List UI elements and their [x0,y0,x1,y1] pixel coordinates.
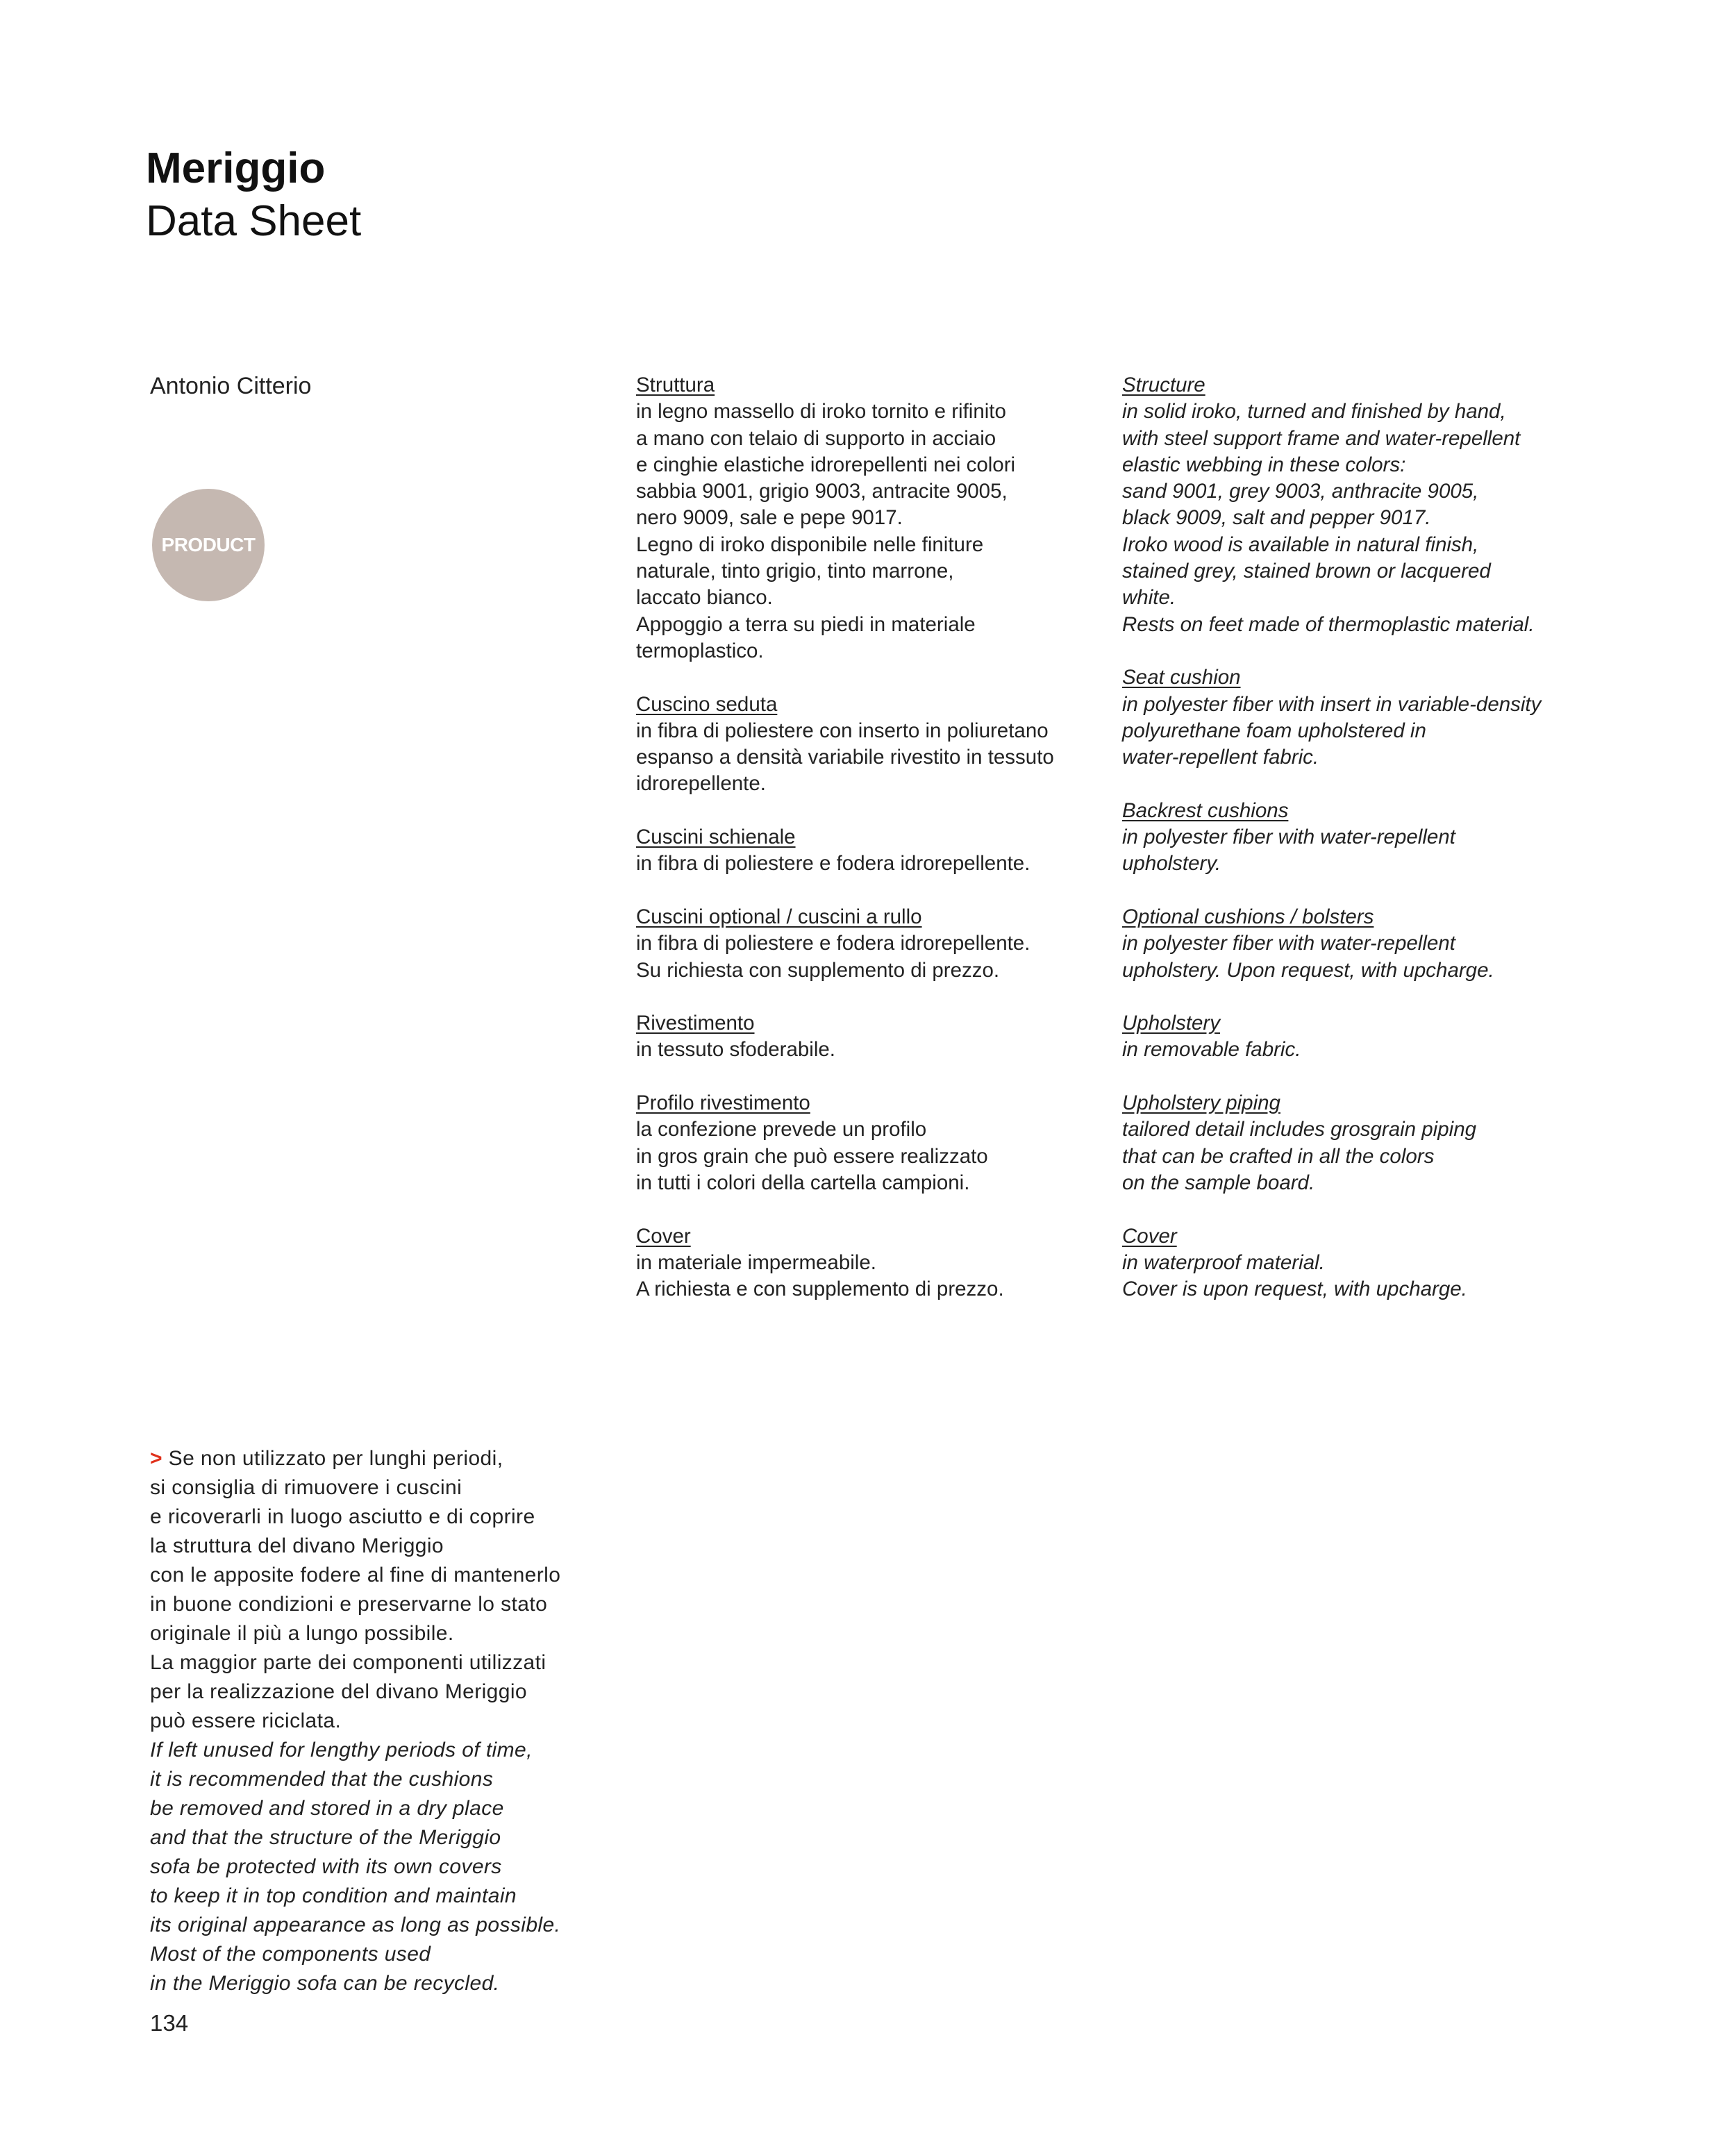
spec-section [1122,1223,1650,1303]
spec-section-title: Struttura [636,374,715,396]
spec-line: idrorepellente. [636,772,766,796]
spec-line: that can be crafted in all the colors [1122,1144,1435,1168]
spec-line: sand 9001, grey 9003, anthracite 9005, [1122,480,1479,503]
spec-line: in waterproof material. [1122,1250,1325,1274]
spec-section [636,1090,1122,1196]
spec-line: Rests on feet made of thermoplastic material. [1122,612,1535,636]
spec-line: in polyester fiber with insert in variable-density [1122,692,1542,716]
spec-line: elastic webbing in these colors: [1122,453,1406,476]
spec-section-title: Structure [1122,374,1205,396]
care-note-line-it: e ricoverarli in luogo asciutto e di coprire [150,1505,535,1528]
spec-line: in fibra di poliestere con inserto in poliuretano [636,719,1049,742]
care-note-line-en: its original appearance as long as possible. [150,1914,561,1936]
spec-section-title: Upholstery piping [1122,1091,1280,1115]
spec-section-title: Cuscino seduta [636,692,778,716]
spec-line: espanso a densità variabile rivestito in tessuto [636,746,1054,769]
spec-section-title: Upholstery [1122,1012,1221,1035]
spec-section [1122,1010,1650,1064]
spec-line: on the sample board. [1122,1171,1315,1194]
care-note-line-it: in buone condizioni e preservarne lo stato [150,1593,548,1616]
care-note-line-en: be removed and stored in a dry place [150,1797,504,1820]
spec-section-title: Cover [1122,1224,1177,1248]
spec-section-title: Backrest cushions [1122,798,1289,822]
spec-line: in fibra di poliestere e fodera idrorepellente. [636,932,1030,955]
spec-section-title: Cuscini optional / cuscini a rullo [636,905,922,928]
title-block [146,142,361,248]
spec-line: in tutti i colori della cartella campioni. [636,1171,970,1194]
spec-line: e cinghie elastiche idrorepellenti nei colori [636,453,1016,476]
spec-line: upholstery. Upon request, with upcharge. [1122,958,1494,982]
spec-line: Su richiesta con supplemento di prezzo. [636,958,1000,982]
spec-section [636,372,1122,664]
spec-section-title: Cuscini schienale [636,826,796,849]
spec-line: in polyester fiber with water-repellent [1122,826,1455,849]
spec-section [1122,1090,1650,1196]
document-subtitle: Data Sheet [146,197,362,245]
spec-line: Cover is upon request, with upcharge. [1122,1278,1467,1301]
care-note-line-it: può essere riciclata. [150,1709,342,1732]
care-note-line-it: la struttura del divano Meriggio [150,1534,444,1557]
care-note-line-en: sofa be protected with its own covers [150,1855,502,1878]
spec-section [1122,372,1650,638]
spec-line: a mano con telaio di supporto in acciaio [636,426,996,450]
spec-line: in solid iroko, turned and finished by hand, [1122,400,1506,424]
designer-name: Antonio Citterio [150,373,312,399]
specs-italian-column [636,372,1122,1330]
spec-line: Legno di iroko disponibile nelle finiture [636,533,984,556]
spec-line: in gros grain che può essere realizzato [636,1144,988,1168]
spec-line: naturale, tinto grigio, tinto marrone, [636,560,954,583]
arrow-icon: > [150,1447,162,1470]
spec-line: black 9009, salt and pepper 9017. [1122,506,1431,530]
spec-section-title: Optional cushions / bolsters [1122,905,1374,928]
care-note-line-en: it is recommended that the cushions [150,1768,494,1791]
spec-line: Iroko wood is available in natural finish, [1122,533,1479,556]
spec-line: in fibra di poliestere e fodera idrorepellente. [636,852,1030,876]
product-title: Meriggio [146,144,326,192]
spec-section-title: Profilo rivestimento [636,1091,810,1115]
care-note-line-en: Most of the components used [150,1943,431,1966]
spec-section [636,1223,1122,1303]
care-note-line-en: If left unused for lengthy periods of time, [150,1739,533,1761]
spec-line: polyurethane foam upholstered in [1122,719,1426,742]
care-note [150,1444,560,1998]
spec-line: laccato bianco. [636,586,773,610]
care-note-line-it [150,1444,560,1473]
care-note-line-it: per la realizzazione del divano Meriggio [150,1680,527,1703]
spec-line: in removable fabric. [1122,1038,1301,1062]
spec-line: in materiale impermeabile. [636,1250,876,1274]
spec-line: white. [1122,586,1176,610]
spec-line: sabbia 9001, grigio 9003, antracite 9005, [636,480,1008,503]
spec-line: with steel support frame and water-repellent [1122,426,1521,450]
spec-section-title: Cover [636,1224,691,1248]
spec-line: termoplastico. [636,639,764,662]
spec-line: nero 9009, sale e pepe 9017. [636,506,903,530]
spec-line: in polyester fiber with water-repellent [1122,932,1455,955]
care-note-line-en: in the Meriggio sofa can be recycled. [150,1972,500,1995]
spec-section [1122,798,1650,878]
care-note-line-it: con le apposite fodere al fine di mantenerlo [150,1564,561,1587]
spec-line: water-repellent fabric. [1122,746,1319,769]
spec-section [636,1010,1122,1064]
spec-section-title: Rivestimento [636,1012,755,1035]
spec-section [636,824,1122,878]
care-note-line-it: originale il più a lungo possibile. [150,1622,454,1645]
spec-section-title: Seat cushion [1122,666,1241,689]
page-number: 134 [150,2010,189,2036]
spec-line: tailored detail includes grosgrain piping [1122,1118,1477,1141]
spec-section [636,692,1122,798]
care-note-line-it: si consiglia di rimuovere i cuscini [150,1476,462,1499]
spec-line: Appoggio a terra su piedi in materiale [636,612,976,636]
spec-section [1122,904,1650,984]
spec-section [636,904,1122,984]
spec-section [1122,664,1650,771]
spec-line: A richiesta e con supplemento di prezzo. [636,1278,1004,1301]
spec-line: la confezione prevede un profilo [636,1118,927,1141]
care-note-text: Se non utilizzato per lunghi periodi, [168,1447,503,1470]
care-note-line-en: and that the structure of the Meriggio [150,1826,501,1849]
spec-line: stained grey, stained brown or lacquered [1122,560,1491,583]
product-badge-label: PRODUCT [161,534,256,555]
spec-line: in legno massello di iroko tornito e rifinito [636,400,1006,424]
spec-line: upholstery. [1122,852,1221,876]
care-note-line-it: La maggior parte dei componenti utilizzati [150,1651,546,1674]
care-note-line-en: to keep it in top condition and maintain [150,1884,517,1907]
spec-line: in tessuto sfoderabile. [636,1038,835,1062]
specs-english-column [1122,372,1650,1330]
product-badge [152,489,265,601]
